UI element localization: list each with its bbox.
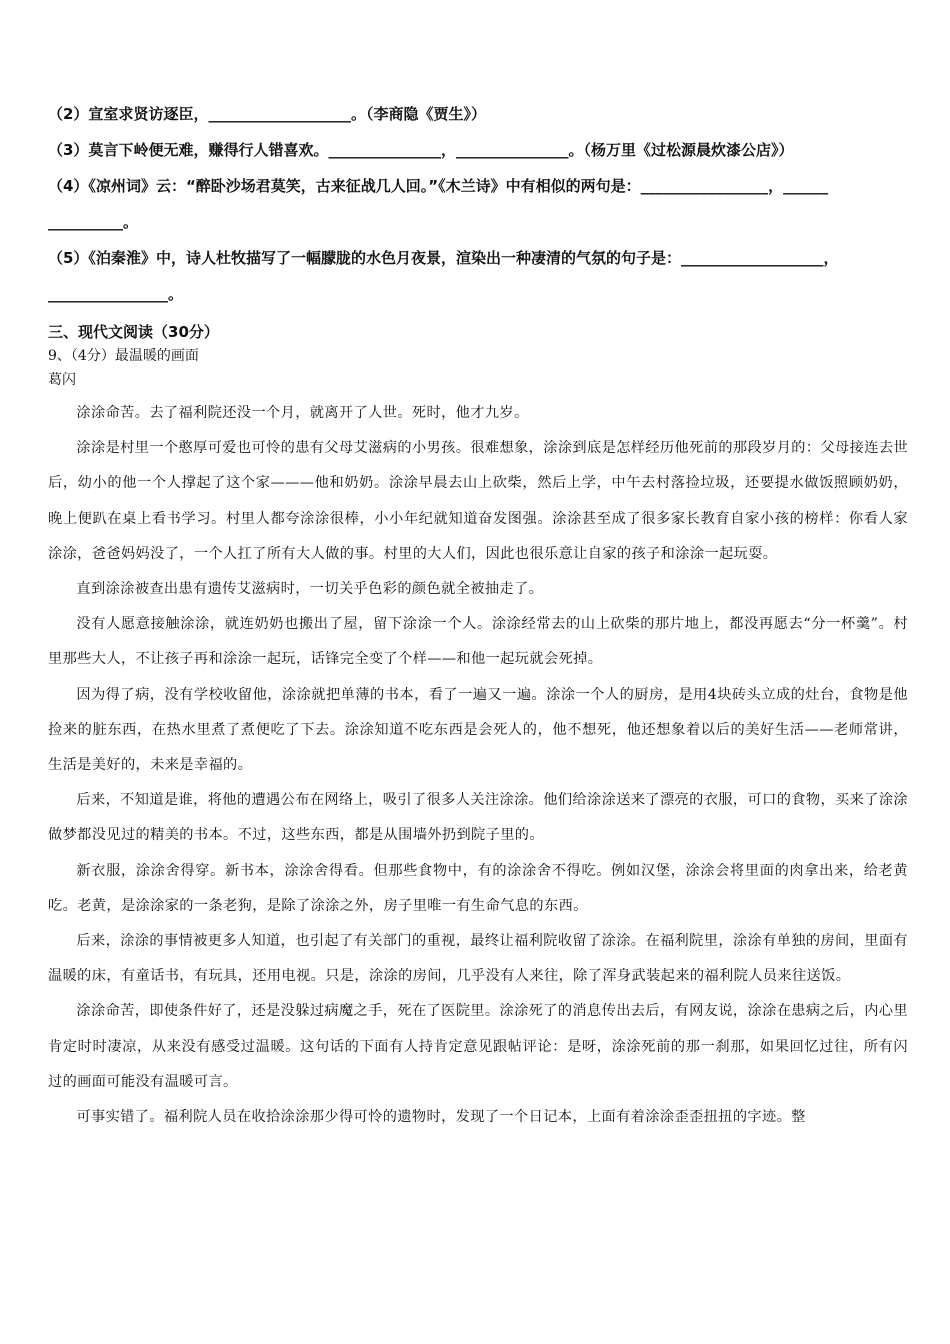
passage-paragraph: 直到涂涂被查出患有遗传艾滋病时，一切关乎色彩的颜色就全被抽走了。 xyxy=(76,581,544,598)
passage-paragraph: 因为得了病，没有学校收留他，涂涂就把单薄的书本，看了一遍又一遍。涂涂一个人的厨房，是用4块砖头立成的灶台，食物是他捡来的脏东西，在热水里煮了煮便吃了下去。涂涂知道不吃东西是会死人的，他不想死，他还想象着以后的美好生活——老师常讲，生活是美好的，未来是幸福的。 xyxy=(48,686,908,774)
passage-paragraph: 没有人愿意接触涂涂，就连奶奶也搬出了屋，留下涂涂一个人。涂涂经常去的山上砍柴的那片地上，都没再愿去“分一杯羹”。村里那些大人，不让孩子再和涂涂一起玩，话锋完全变了个样——和他一起玩就会死掉。 xyxy=(48,616,908,668)
recitation-item-3: （3）莫言下岭便无难，赚得行人错喜欢。_______________，_______________。（杨万里《过松源晨炊漆公店》） xyxy=(48,141,794,159)
recitation-item-4-continued: __________。 xyxy=(48,213,139,231)
recitation-item-2: （2）宣室求贤访逐臣，___________________。（李商隐《贾生》） xyxy=(48,105,486,123)
recitation-item-5: （5）《泊秦淮》中，诗人杜牧描写了一幅朦胧的水色月夜景，渲染出一种凄清的气氛的句子是：___________________， xyxy=(48,249,839,267)
passage-paragraph: 涂涂是村里一个憨厚可爱也可怜的患有父母艾滋病的小男孩。很难想象，涂涂到底是怎样经历他死前的那段岁月的：父母接连去世后，幼小的他一个人撑起了这个家———他和奶奶。涂涂早晨去山上砍柴，然后上学，中午去村落捡垃圾，还要提水做饭照顾奶奶，晚上便趴在桌上看书学习。村里人都夸涂涂很棒，小小年纪就知道奋发图强。涂涂甚至成了很多家长教育自家小孩的榜样：你看人家涂涂，爸爸妈妈没了，一个人扛了所有大人做的事。村里的大人们，因此也很乐意让自家的孩子和涂涂一起玩耍。 xyxy=(48,440,908,562)
recitation-item-4: （4）《凉州词》云：“醉卧沙场君莫笑，古来征战几人回。”《木兰诗》中有相似的两句是：_________________，______ xyxy=(48,177,829,195)
author-name: 葛闪 xyxy=(48,372,76,388)
question-title: 9、（4分）最温暖的画面 xyxy=(48,348,199,364)
passage-paragraph: 新衣服，涂涂舍得穿。新书本，涂涂舍得看。但那些食物中，有的涂涂舍不得吃。例如汉堡，涂涂会将里面的肉拿出来，给老黄吃。老黄，是涂涂家的一条老狗，是除了涂涂之外，房子里唯一有生命气息的东西。 xyxy=(48,862,908,914)
recitation-item-5-continued: ________________。 xyxy=(48,285,184,303)
passage-paragraph: 后来，涂涂的事情被更多人知道，也引起了有关部门的重视，最终让福利院收留了涂涂。在福利院里，涂涂有单独的房间，里面有温暖的床，有童话书，有玩具，还用电视。只是，涂涂的房间，几乎没有人来往，除了浑身武装起来的福利院人员来往送饭。 xyxy=(48,933,908,985)
passage-paragraph: 涂涂命苦，即使条件好了，还是没躲过病魔之手，死在了医院里。涂涂死了的消息传出去后，有网友说，涂涂在患病之后，内心里肯定时时凄凉，从来没有感受过温暖。这句话的下面有人持肯定意见跟帖评论：是呀，涂涂死前的那一刹那，如果回忆过往，所有闪过的画面可能没有温暖可言。 xyxy=(48,1003,908,1090)
passage-paragraph: 后来，不知道是谁，将他的遭遇公布在网络上，吸引了很多人关注涂涂。他们给涂涂送来了漂亮的衣服，可口的食物，买来了涂涂做梦都没见过的精美的书本。不过，这些东西，都是从围墙外扔到院子里的。 xyxy=(48,792,908,844)
passage-paragraph: 可事实错了。福利院人员在收拾涂涂那少得可怜的遗物时，发现了一个日记本，上面有着涂涂歪歪扭扭的字迹。整 xyxy=(76,1109,806,1126)
exam-page xyxy=(48,96,908,1135)
passage-paragraph: 涂涂命苦。去了福利院还没一个月，就离开了人世。死时，他才九岁。 xyxy=(76,405,529,421)
section-title: 三、现代文阅读（30分） xyxy=(48,323,219,341)
